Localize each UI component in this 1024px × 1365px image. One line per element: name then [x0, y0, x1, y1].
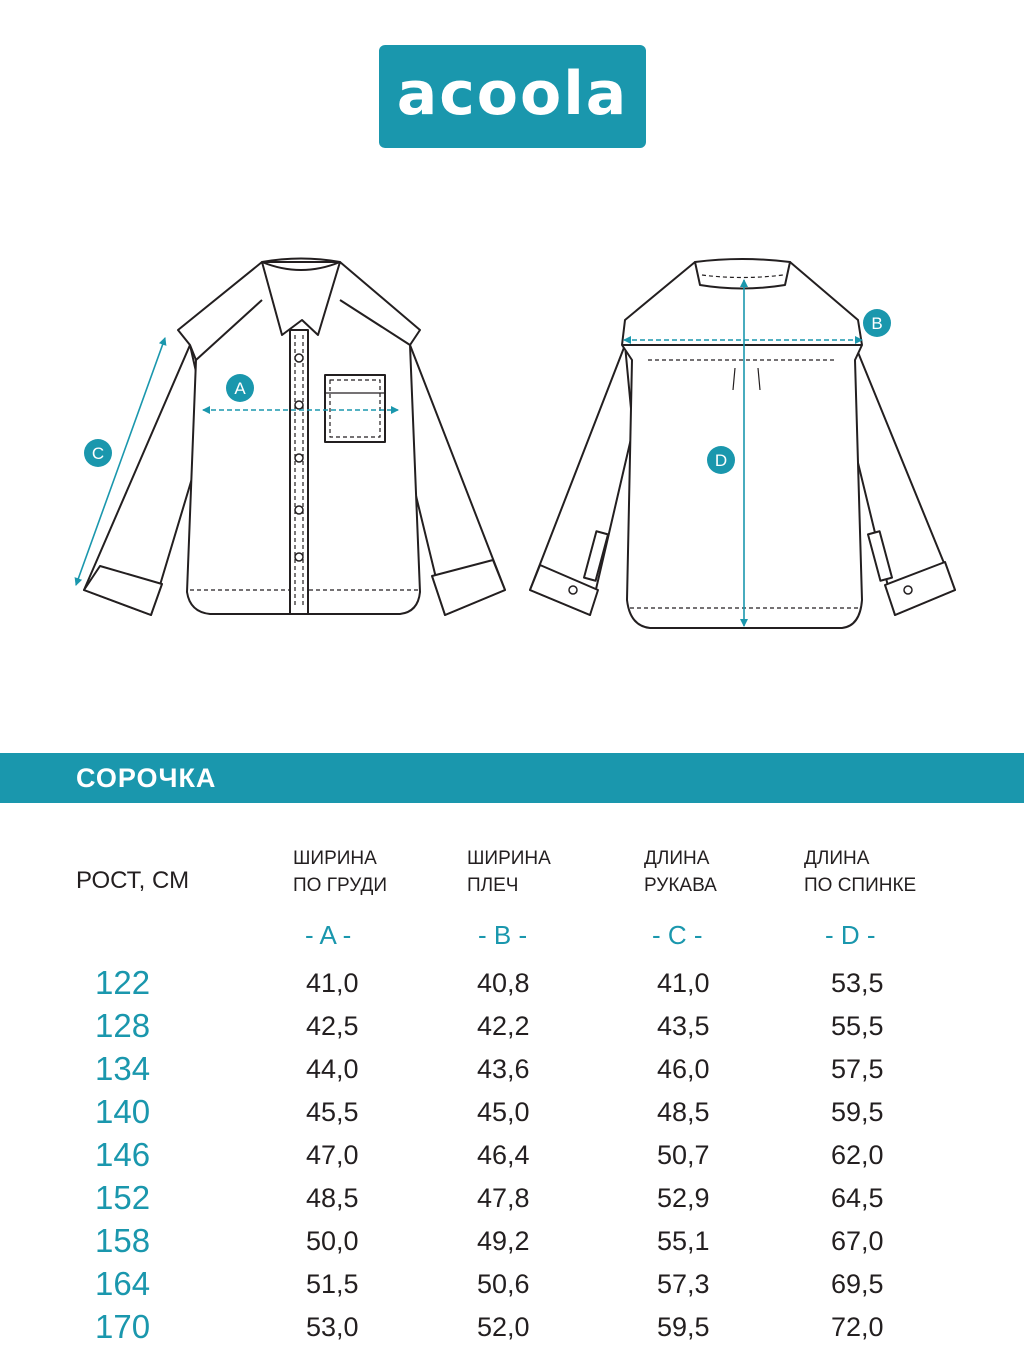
- marker-c: [84, 439, 112, 467]
- column-header-shoulder-width: ШИРИНА ПЛЕЧ: [467, 848, 551, 896]
- column-header-chest-width: ШИРИНА ПО ГРУДИ: [293, 848, 387, 896]
- column-header-back-length: ДЛИНА ПО СПИНКЕ: [804, 848, 917, 896]
- shoulder-width-value: 40,8: [477, 968, 530, 998]
- chest-width-value: 48,5: [306, 1183, 359, 1213]
- shoulder-width-value: 49,2: [477, 1226, 530, 1256]
- sleeve-length-value: 55,1: [657, 1226, 710, 1256]
- sleeve-length-value: 48,5: [657, 1097, 710, 1127]
- size-value: 164: [95, 1265, 151, 1302]
- shoulder-width-value: 46,4: [477, 1140, 530, 1170]
- svg-text:D: D: [714, 451, 728, 470]
- chest-width-value: 42,5: [306, 1011, 359, 1041]
- size-value: 146: [95, 1136, 151, 1173]
- marker-b: [863, 309, 891, 337]
- size-row: [0, 1050, 1024, 1096]
- size-row: [0, 1093, 1024, 1139]
- shoulder-width-value: 42,2: [477, 1011, 530, 1041]
- chest-width-value: 47,0: [306, 1140, 359, 1170]
- back-length-value: 55,5: [831, 1011, 884, 1041]
- chest-width-value: 45,5: [306, 1097, 359, 1127]
- sleeve-length-value: 46,0: [657, 1054, 710, 1084]
- sleeve-length-value: 50,7: [657, 1140, 710, 1170]
- size-value: 170: [95, 1308, 151, 1345]
- svg-text:C: C: [91, 444, 105, 463]
- height-column-header: РОСТ, СМ: [76, 867, 190, 894]
- shirt-front-drawing: [84, 259, 505, 616]
- size-value: 140: [95, 1093, 151, 1130]
- shoulder-width-value: 52,0: [477, 1312, 530, 1342]
- sleeve-length-value: 41,0: [657, 968, 710, 998]
- svg-text:A: A: [234, 379, 246, 398]
- back-length-value: 62,0: [831, 1140, 884, 1170]
- back-length-value: 69,5: [831, 1269, 884, 1299]
- chest-width-value: 51,5: [306, 1269, 359, 1299]
- shoulder-width-value: 43,6: [477, 1054, 530, 1084]
- marker-a: [226, 374, 254, 402]
- sleeve-length-value: 57,3: [657, 1269, 710, 1299]
- size-value: 134: [95, 1050, 151, 1087]
- sleeve-length-value: 59,5: [657, 1312, 710, 1342]
- size-value: 128: [95, 1007, 151, 1044]
- shoulder-width-value: 45,0: [477, 1097, 530, 1127]
- back-length-value: 72,0: [831, 1312, 884, 1342]
- brand-logo-text: acoola: [396, 58, 629, 129]
- product-title: СОРОЧКА: [76, 763, 217, 793]
- size-value: 152: [95, 1179, 151, 1216]
- back-length-value: 67,0: [831, 1226, 884, 1256]
- size-row: [0, 1265, 1024, 1311]
- chest-width-value: 41,0: [306, 968, 359, 998]
- marker-d: [707, 446, 735, 474]
- product-title-band: [0, 753, 1024, 803]
- back-length-value: 53,5: [831, 968, 884, 998]
- chest-width-value: 44,0: [306, 1054, 359, 1084]
- svg-text:B: B: [871, 314, 883, 333]
- size-row: [0, 1007, 1024, 1053]
- shoulder-width-value: 50,6: [477, 1269, 530, 1299]
- back-length-value: 57,5: [831, 1054, 884, 1084]
- shoulder-width-value: 47,8: [477, 1183, 530, 1213]
- size-value: 122: [95, 964, 151, 1001]
- column-letter-d: - D -: [825, 920, 876, 950]
- column-header-sleeve-length: ДЛИНА РУКАВА: [644, 848, 717, 896]
- back-length-value: 59,5: [831, 1097, 884, 1127]
- shirt-back-drawing: [530, 259, 955, 628]
- chest-width-value: 53,0: [306, 1312, 359, 1342]
- back-length-value: 64,5: [831, 1183, 884, 1213]
- column-letter-b: - B -: [478, 920, 528, 950]
- column-letter-c: - C -: [652, 920, 703, 950]
- column-letter-a: - A -: [305, 920, 352, 950]
- chest-width-value: 50,0: [306, 1226, 359, 1256]
- size-row: [0, 1136, 1024, 1182]
- size-row: [0, 1222, 1024, 1268]
- sleeve-length-value: 52,9: [657, 1183, 710, 1213]
- size-row: [0, 1308, 1024, 1354]
- size-row: [0, 964, 1024, 1010]
- sleeve-length-value: 43,5: [657, 1011, 710, 1041]
- size-row: [0, 1179, 1024, 1225]
- size-value: 158: [95, 1222, 151, 1259]
